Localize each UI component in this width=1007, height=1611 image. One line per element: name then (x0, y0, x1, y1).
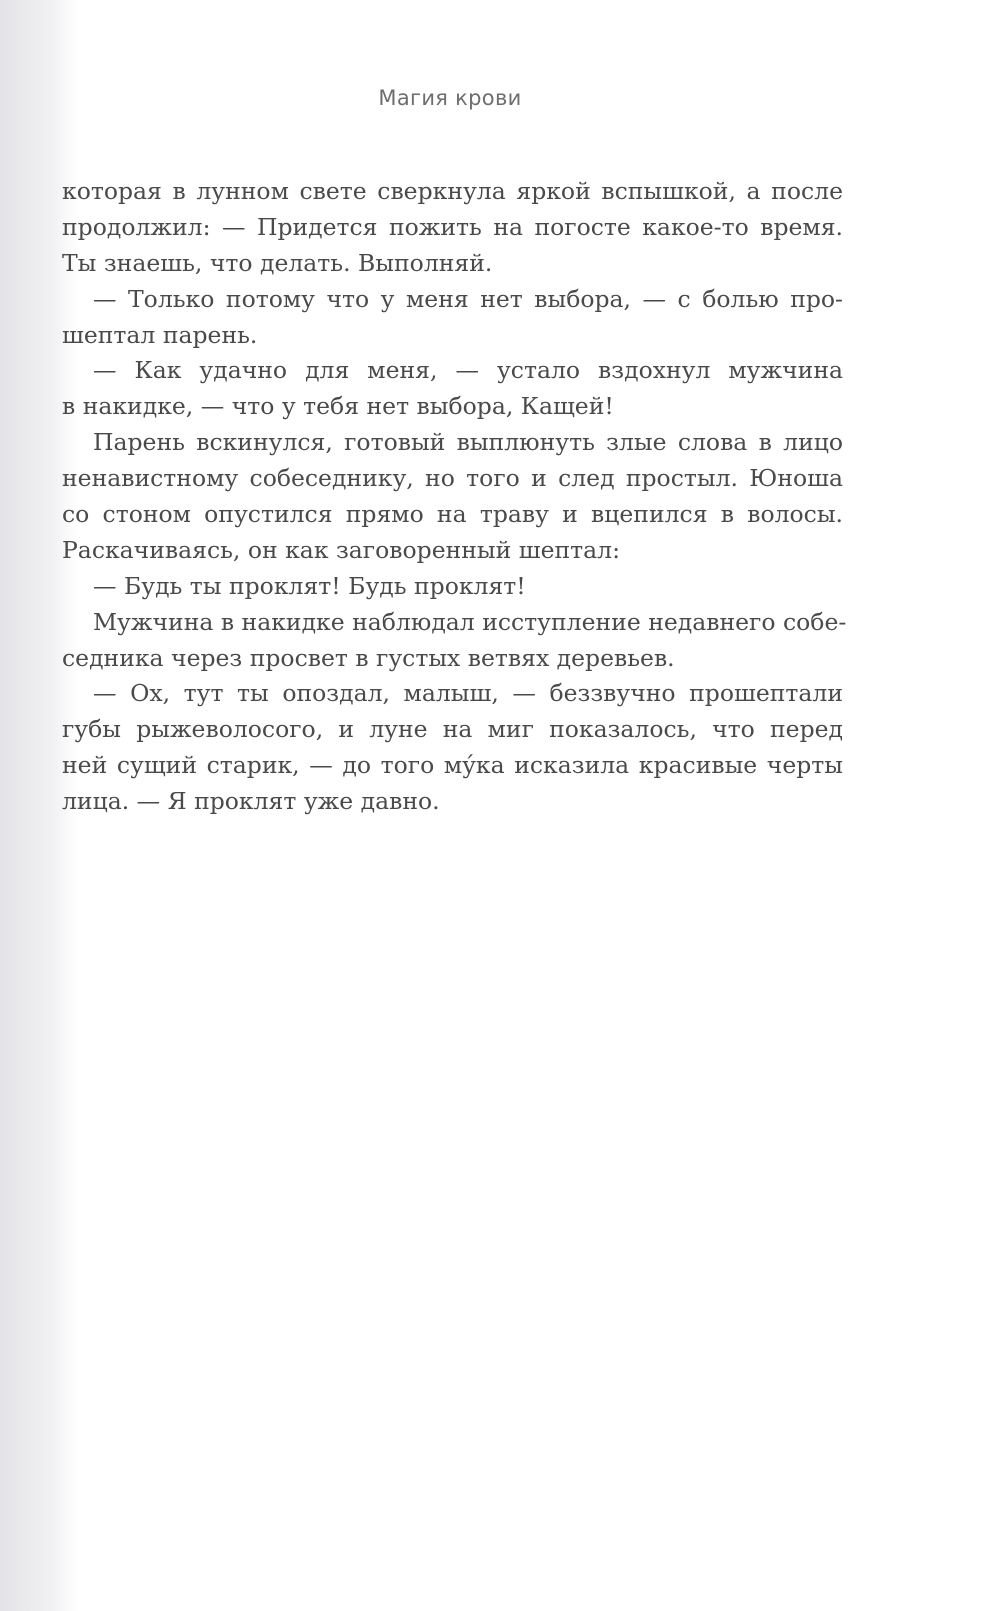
text-line: ней сущий старик, — до того му́ка исказила красивые черты (62, 751, 843, 780)
text-line: Ты знаешь, что делать. Выполняй. (62, 248, 493, 277)
text-line: седника через просвет в густых ветвях деревьев. (62, 643, 675, 672)
text-line: в накидке, — что у тебя нет выбора, Кащей! (62, 392, 614, 421)
text-line: лица. — Я проклят уже давно. (62, 787, 440, 816)
text-line: — Будь ты проклят! Будь проклят! (93, 571, 526, 600)
text-line: шептал парень. (62, 320, 258, 349)
text-line: Мужчина в накидке наблюдал исступление недавнего собе- (93, 607, 847, 636)
text-line: продолжил: — Придется пожить на погосте какое-то время. (62, 212, 843, 241)
text-line: Парень вскинулся, готовый выплюнуть злые слова в лицо (93, 428, 843, 457)
text-line: губы рыжеволосого, и луне на миг показалось, что перед (62, 715, 843, 744)
text-line: — Как удачно для меня, — устало вздохнул мужчина (93, 356, 843, 385)
text-line: которая в лунном свете сверкнула яркой вспышкой, а после (62, 177, 843, 205)
text-line: Раскачиваясь, он как заговоренный шептал: (62, 535, 621, 564)
text-line: — Ох, тут ты опоздал, малыш, — беззвучно прошептали (93, 679, 843, 708)
body-text (62, 174, 847, 820)
text-line: со стоном опустился прямо на траву и вцепился в волосы. (62, 500, 843, 529)
text-line: — Только потому что у меня нет выбора, — с болью про- (93, 284, 843, 313)
text-line: ненавистному собеседнику, но того и след простыл. Юноша (62, 464, 843, 493)
running-head: Магия крови (378, 86, 522, 110)
